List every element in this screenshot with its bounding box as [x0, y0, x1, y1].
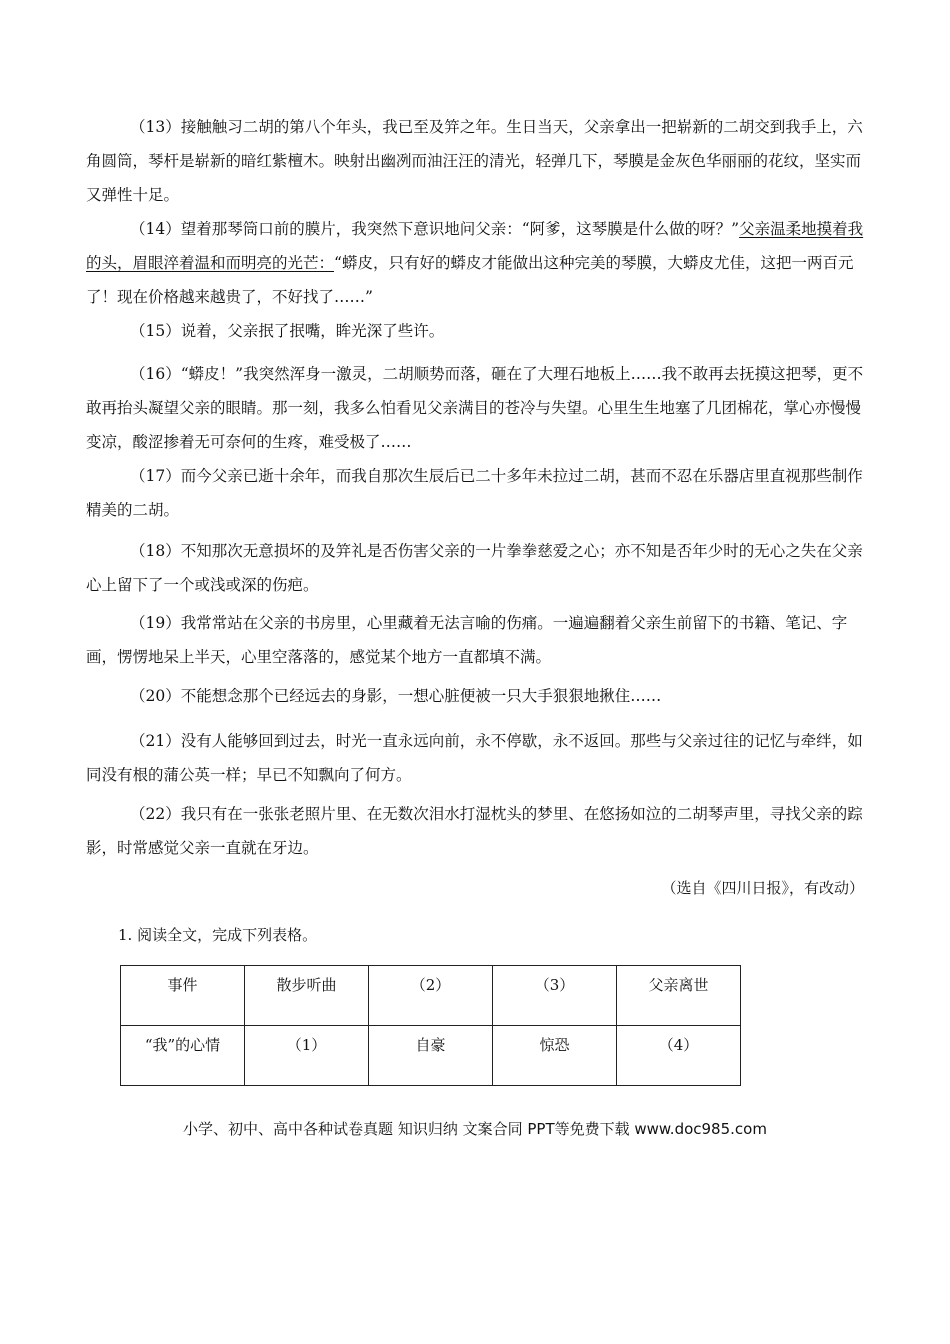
paragraph-17	[86, 459, 866, 527]
table-cell-blank: （3）	[493, 966, 617, 1026]
table-cell: 父亲离世	[617, 966, 741, 1026]
paragraph-number: （17）	[130, 467, 181, 485]
table-cell: 事件	[121, 966, 245, 1026]
paragraph-number: （13）	[130, 118, 181, 136]
table-cell-blank: （1）	[245, 1026, 369, 1086]
paragraph-text: 不能想念那个已经远去的身影，一想心脏便被一只大手狠狠地揪住……	[180, 687, 662, 705]
paragraph-18	[86, 534, 866, 602]
footer-banner: 小学、初中、高中各种试卷真题 知识归纳 文案合同 PPT等免费下载 www.doc985.com	[183, 1120, 767, 1138]
paragraph-text-continued: “蟒皮，只有好的蟒皮才能做出这种完美的琴膜，大蟒皮尤佳，这把一两百元了！现在价格越来越贵了，不好找了……”	[86, 254, 854, 306]
paragraph-text: 望着那琴筒口前的膜片，我突然下意识地问父亲：“阿爹，这琴膜是什么做的呀？”	[180, 220, 740, 238]
paragraph-16	[86, 357, 866, 459]
table-cell-blank: （2）	[369, 966, 493, 1026]
paragraph-22	[86, 797, 866, 865]
paragraph-19	[86, 606, 866, 674]
source-citation: （选自《四川日报》，有改动）	[661, 879, 864, 897]
table-row-events	[121, 966, 741, 1026]
paragraph-number: （18）	[130, 542, 181, 560]
paragraph-number: （15）	[130, 322, 181, 340]
paragraph-number: （19）	[130, 614, 181, 632]
table-cell: 自豪	[369, 1026, 493, 1086]
table-row-mood	[121, 1026, 741, 1086]
paragraph-text: 没有人能够回到过去，时光一直永远向前，永不停歇，永不返回。那些与父亲过往的记忆与牵绊，如同没有根的蒲公英一样；早已不知飘向了何方。	[86, 732, 863, 784]
underlined-sentence: 父亲温柔地摸着我的头，眉眼淬着温和而明亮的光芒：	[86, 220, 864, 272]
paragraph-number: （20）	[130, 687, 181, 705]
paragraph-text: 我常常站在父亲的书房里，心里藏着无法言喻的伤痛。一遍遍翻着父亲生前留下的书籍、笔记、字画，愣愣地呆上半天，心里空落落的，感觉某个地方一直都填不满。	[86, 614, 848, 666]
paragraph-text: 不知那次无意损坏的及笄礼是否伤害父亲的一片拳拳慈爱之心；亦不知是否年少时的无心之失在父亲心上留下了一个或浅或深的伤疤。	[86, 542, 863, 594]
paragraph-text: 接触触习二胡的第八个年头，我已至及笄之年。生日当天，父亲拿出一把崭新的二胡交到我手上，六角圆筒，琴杆是崭新的暗红紫檀木。映射出幽冽而油汪汪的清光，轻弹几下，琴膜是金灰色华丽丽的花纹，坚实而又弹性十足。	[86, 118, 863, 204]
paragraph-13	[86, 110, 866, 212]
paragraph-20	[86, 679, 866, 713]
table-cell: “我”的心情	[121, 1026, 245, 1086]
paragraph-number: （21）	[130, 732, 181, 750]
paragraph-text: “蟒皮！”我突然浑身一激灵，二胡顺势而落，砸在了大理石地板上……我不敢再去抚摸这把琴，更不敢再抬头凝望父亲的眼睛。那一刻，我多么怕看见父亲满目的苍冷与失望。心里生生地塞了几团棉花，掌心亦慢慢变凉，酸涩掺着无可奈何的生疼，难受极了……	[86, 365, 864, 451]
paragraph-number: （16）	[130, 365, 181, 383]
paragraph-text: 而今父亲已逝十余年，而我自那次生辰后已二十多年未拉过二胡，甚而不忍在乐器店里直视那些制作精美的二胡。	[86, 467, 863, 519]
question-1: 1. 阅读全文，完成下列表格。	[118, 926, 318, 944]
answer-table	[120, 965, 741, 1086]
paragraph-15	[86, 314, 866, 348]
paragraph-21	[86, 724, 866, 792]
paragraph-text: 我只有在一张张老照片里、在无数次泪水打湿枕头的梦里、在悠扬如泣的二胡琴声里，寻找父亲的踪影，时常感觉父亲一直就在牙边。	[86, 805, 863, 857]
table-cell: 惊恐	[493, 1026, 617, 1086]
paragraph-number: （14）	[130, 220, 181, 238]
paragraph-text: 说着，父亲抿了抿嘴，眸光深了些许。	[180, 322, 445, 340]
table-cell-blank: （4）	[617, 1026, 741, 1086]
table-cell: 散步听曲	[245, 966, 369, 1026]
paragraph-number: （22）	[130, 805, 181, 823]
paragraph-14	[86, 212, 866, 314]
